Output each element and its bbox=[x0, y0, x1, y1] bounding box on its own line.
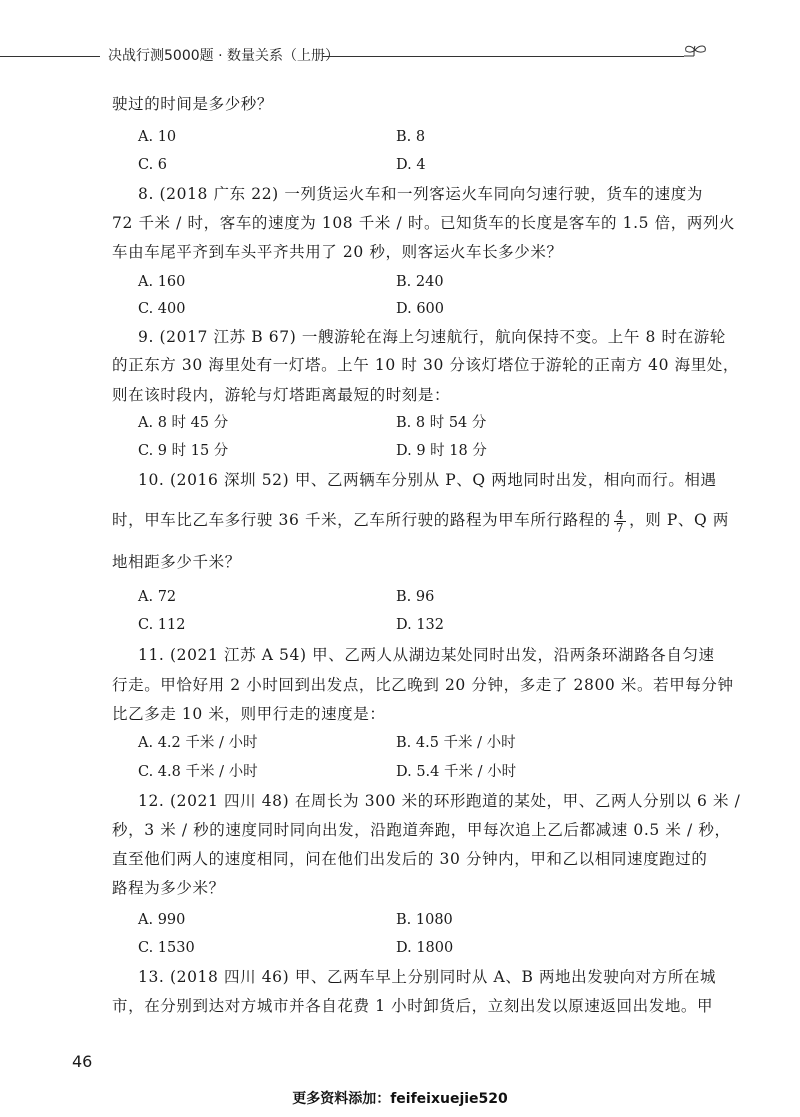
q12-option-b: B. 1080 bbox=[396, 912, 453, 928]
q7-line: 驶过的时间是多少秒？ bbox=[112, 95, 274, 113]
q9-line-2: 的正东方 30 海里处有一灯塔。上午 10 时 30 分该灯塔位于游轮的正南方 40 海里处， bbox=[112, 356, 740, 374]
q12-option-c: C. 1530 bbox=[138, 940, 195, 956]
q8-line-2: 72 千米 / 时，客车的速度为 108 千米 / 时。已知货车的长度是客车的 1.5 倍，两列火 bbox=[112, 214, 736, 232]
q9-line-1: 9. (2017 江苏 B 67) 一艘游轮在海上匀速航行，航向保持不变。上午 8 时在游轮 bbox=[138, 328, 726, 346]
q7-option-a: A. 10 bbox=[138, 129, 177, 145]
q10-option-c: C. 112 bbox=[138, 617, 186, 633]
q10-line-2-after: ，则 P、Q 两 bbox=[629, 511, 729, 529]
q11-line-3: 比乙多走 10 米，则甲行走的速度是： bbox=[112, 705, 386, 723]
q9-option-c: C. 9 时 15 分 bbox=[138, 443, 229, 459]
book-title: 决战行测5000题 · 数量关系（上册） bbox=[108, 48, 339, 64]
q13-line-2: 市，在分别到达对方城市并各自花费 1 小时卸货后，立刻出发以原速返回出发地。甲 bbox=[112, 997, 714, 1015]
q10-line-3: 地相距多少千米？ bbox=[112, 553, 241, 571]
q10-option-a: A. 72 bbox=[138, 589, 177, 605]
q11-option-d: D. 5.4 千米 / 小时 bbox=[396, 764, 517, 780]
q12-line-2: 秒，3 米 / 秒的速度同时同向出发，沿跑道奔跑，甲每次追上乙后都减速 0.5 米 / 秒， bbox=[112, 821, 731, 839]
q11-option-b: B. 4.5 千米 / 小时 bbox=[396, 735, 516, 751]
q12-line-3: 直至他们两人的速度相同，问在他们出发后的 30 分钟内，甲和乙以相同速度跑过的 bbox=[112, 850, 708, 868]
q11-line-2: 行走。甲恰好用 2 小时回到出发点，比乙晚到 20 分钟，多走了 2800 米。若甲每分钟 bbox=[112, 676, 734, 694]
fraction-numerator: 4 bbox=[615, 507, 625, 522]
running-header bbox=[0, 42, 800, 72]
q7-option-b: B. 8 bbox=[396, 129, 426, 145]
q12-line-4: 路程为多少米？ bbox=[112, 879, 225, 897]
q10-line-1: 10. (2016 深圳 52) 甲、乙两辆车分别从 P、Q 两地同时出发，相向而行。相遇 bbox=[138, 471, 717, 489]
q9-line-3: 则在该时段内，游轮与灯塔距离最短的时刻是： bbox=[112, 386, 451, 404]
q7-option-d: D. 4 bbox=[396, 157, 426, 173]
q13-line-1: 13. (2018 四川 46) 甲、乙两车早上分别同时从 A、B 两地出发驶向对方所在城 bbox=[138, 968, 717, 986]
q7-option-c: C. 6 bbox=[138, 157, 168, 173]
q8-option-b: B. 240 bbox=[396, 274, 444, 290]
q8-line-3: 车由车尾平齐到车头平齐共用了 20 秒，则客运火车长多少米？ bbox=[112, 243, 563, 261]
q9-option-a: A. 8 时 45 分 bbox=[138, 415, 229, 431]
q9-option-d: D. 9 时 18 分 bbox=[396, 443, 487, 459]
sprout-icon bbox=[680, 42, 710, 72]
q10-option-b: B. 96 bbox=[396, 589, 435, 605]
q8-option-c: C. 400 bbox=[138, 301, 186, 317]
fraction bbox=[614, 509, 626, 534]
q9-option-b: B. 8 时 54 分 bbox=[396, 415, 487, 431]
q12-option-a: A. 990 bbox=[138, 912, 186, 928]
q8-option-a: A. 160 bbox=[138, 274, 186, 290]
q8-line-1: 8. (2018 广东 22) 一列货运火车和一列客运火车同向匀速行驶，货车的速度为 bbox=[138, 185, 703, 203]
header-rule-left bbox=[0, 56, 100, 57]
q8-option-d: D. 600 bbox=[396, 301, 445, 317]
q11-option-c: C. 4.8 千米 / 小时 bbox=[138, 764, 258, 780]
fraction-denominator: 7 bbox=[615, 520, 625, 535]
footer-note: 更多资料添加：feifeixuejie520 bbox=[292, 1091, 508, 1107]
q10-line-2 bbox=[112, 507, 729, 535]
page-number: 46 bbox=[72, 1052, 93, 1071]
q11-line-1: 11. (2021 江苏 A 54) 甲、乙两人从湖边某处同时出发，沿两条环湖路各自匀速 bbox=[138, 646, 715, 664]
q12-line-1: 12. (2021 四川 48) 在周长为 300 米的环形跑道的某处，甲、乙两人分别以 6 米 / bbox=[138, 792, 741, 810]
header-rule-right bbox=[322, 56, 684, 57]
q10-option-d: D. 132 bbox=[396, 617, 445, 633]
q10-line-2-before: 时，甲车比乙车多行驶 36 千米，乙车所行驶的路程为甲车所行路程的 bbox=[112, 511, 611, 529]
q12-option-d: D. 1800 bbox=[396, 940, 454, 956]
q11-option-a: A. 4.2 千米 / 小时 bbox=[138, 735, 258, 751]
